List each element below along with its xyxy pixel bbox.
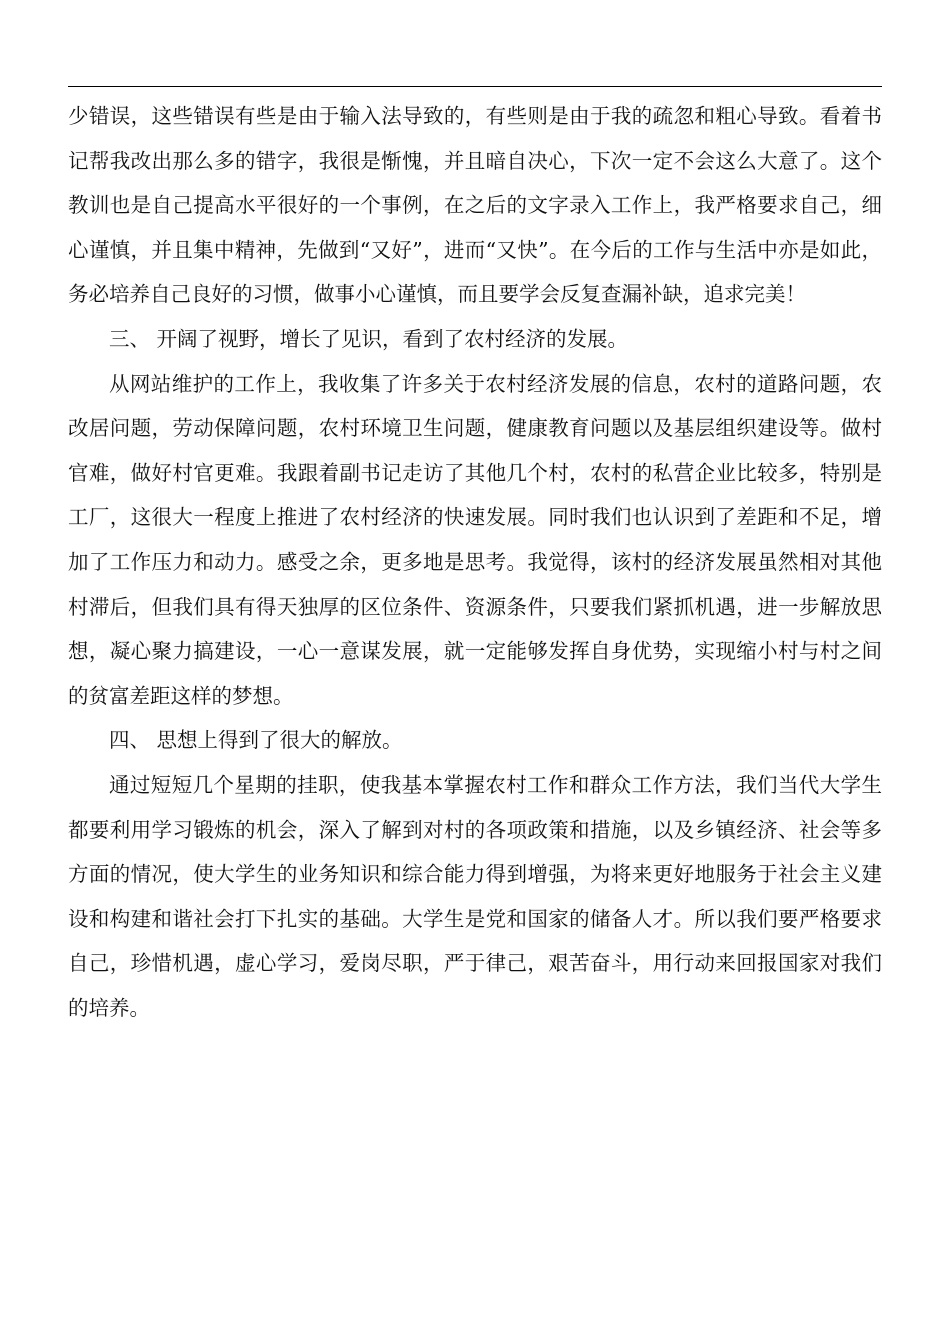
paragraph-continued: 少错误，这些错误有些是由于输入法导致的，有些则是由于我的疏忽和粗心导致。看着书记帮我改出那么多的错字，我很是惭愧，并且暗自决心，下次一定不会这么大意了。这个教训也是自己提高水平很好的一个事例，在之后的文字录入工作上，我严格要求自己，细心谨慎，并且集中精神，先做到“又好”，进而“又快”。在今后的工作与生活中亦是如此，务必培养自己良好的习惯，做事小心谨慎，而且要学会反复查漏补缺，追求完美！ <box>68 104 882 307</box>
paragraph-section-4: 通过短短几个星期的挂职，使我基本掌握农村工作和群众工作方法，我们当代大学生都要利用学习锻炼的机会，深入了解到对村的各项政策和措施，以及乡镇经济、社会等多方面的情况，使大学生的业务知识和综合能力得到增强，为将来更好地服务于社会主义建设和构建和谐社会打下扎实的基础。大学生是党和国家的储备人才。所以我们要严格要求自己，珍惜机遇，虚心学习，爱岗尽职，严于律己，艰苦奋斗，用行动来回报国家对我们的培养。 <box>68 772 882 1020</box>
document-body <box>68 94 882 1030</box>
section-heading-3: 三、 开阔了视野，增长了见识，看到了农村经济的发展。 <box>109 326 629 351</box>
document-page <box>68 0 882 1344</box>
section-heading-4: 四、 思想上得到了很大的解放。 <box>109 728 403 753</box>
paragraph-section-3: 从网站维护的工作上，我收集了许多关于农村经济发展的信息，农村的道路问题，农改居问题，劳动保障问题，农村环境卫生问题，健康教育问题以及基层组织建设等。做村官难，做好村官更难。我跟着副书记走访了其他几个村，农村的私营企业比较多，特别是工厂，这很大一程度上推进了农村经济的快速发展。同时我们也认识到了差距和不足，增加了工作压力和动力。感受之余，更多地是思考。我觉得，该村的经济发展虽然相对其他村滞后，但我们具有得天独厚的区位条件、资源条件，只要我们紧抓机遇，进一步解放思想，凝心聚力搞建设，一心一意谋发展，就一定能够发挥自身优势，实现缩小村与村之间的贫富差距这样的梦想。 <box>68 371 882 708</box>
header-rule <box>68 86 882 87</box>
